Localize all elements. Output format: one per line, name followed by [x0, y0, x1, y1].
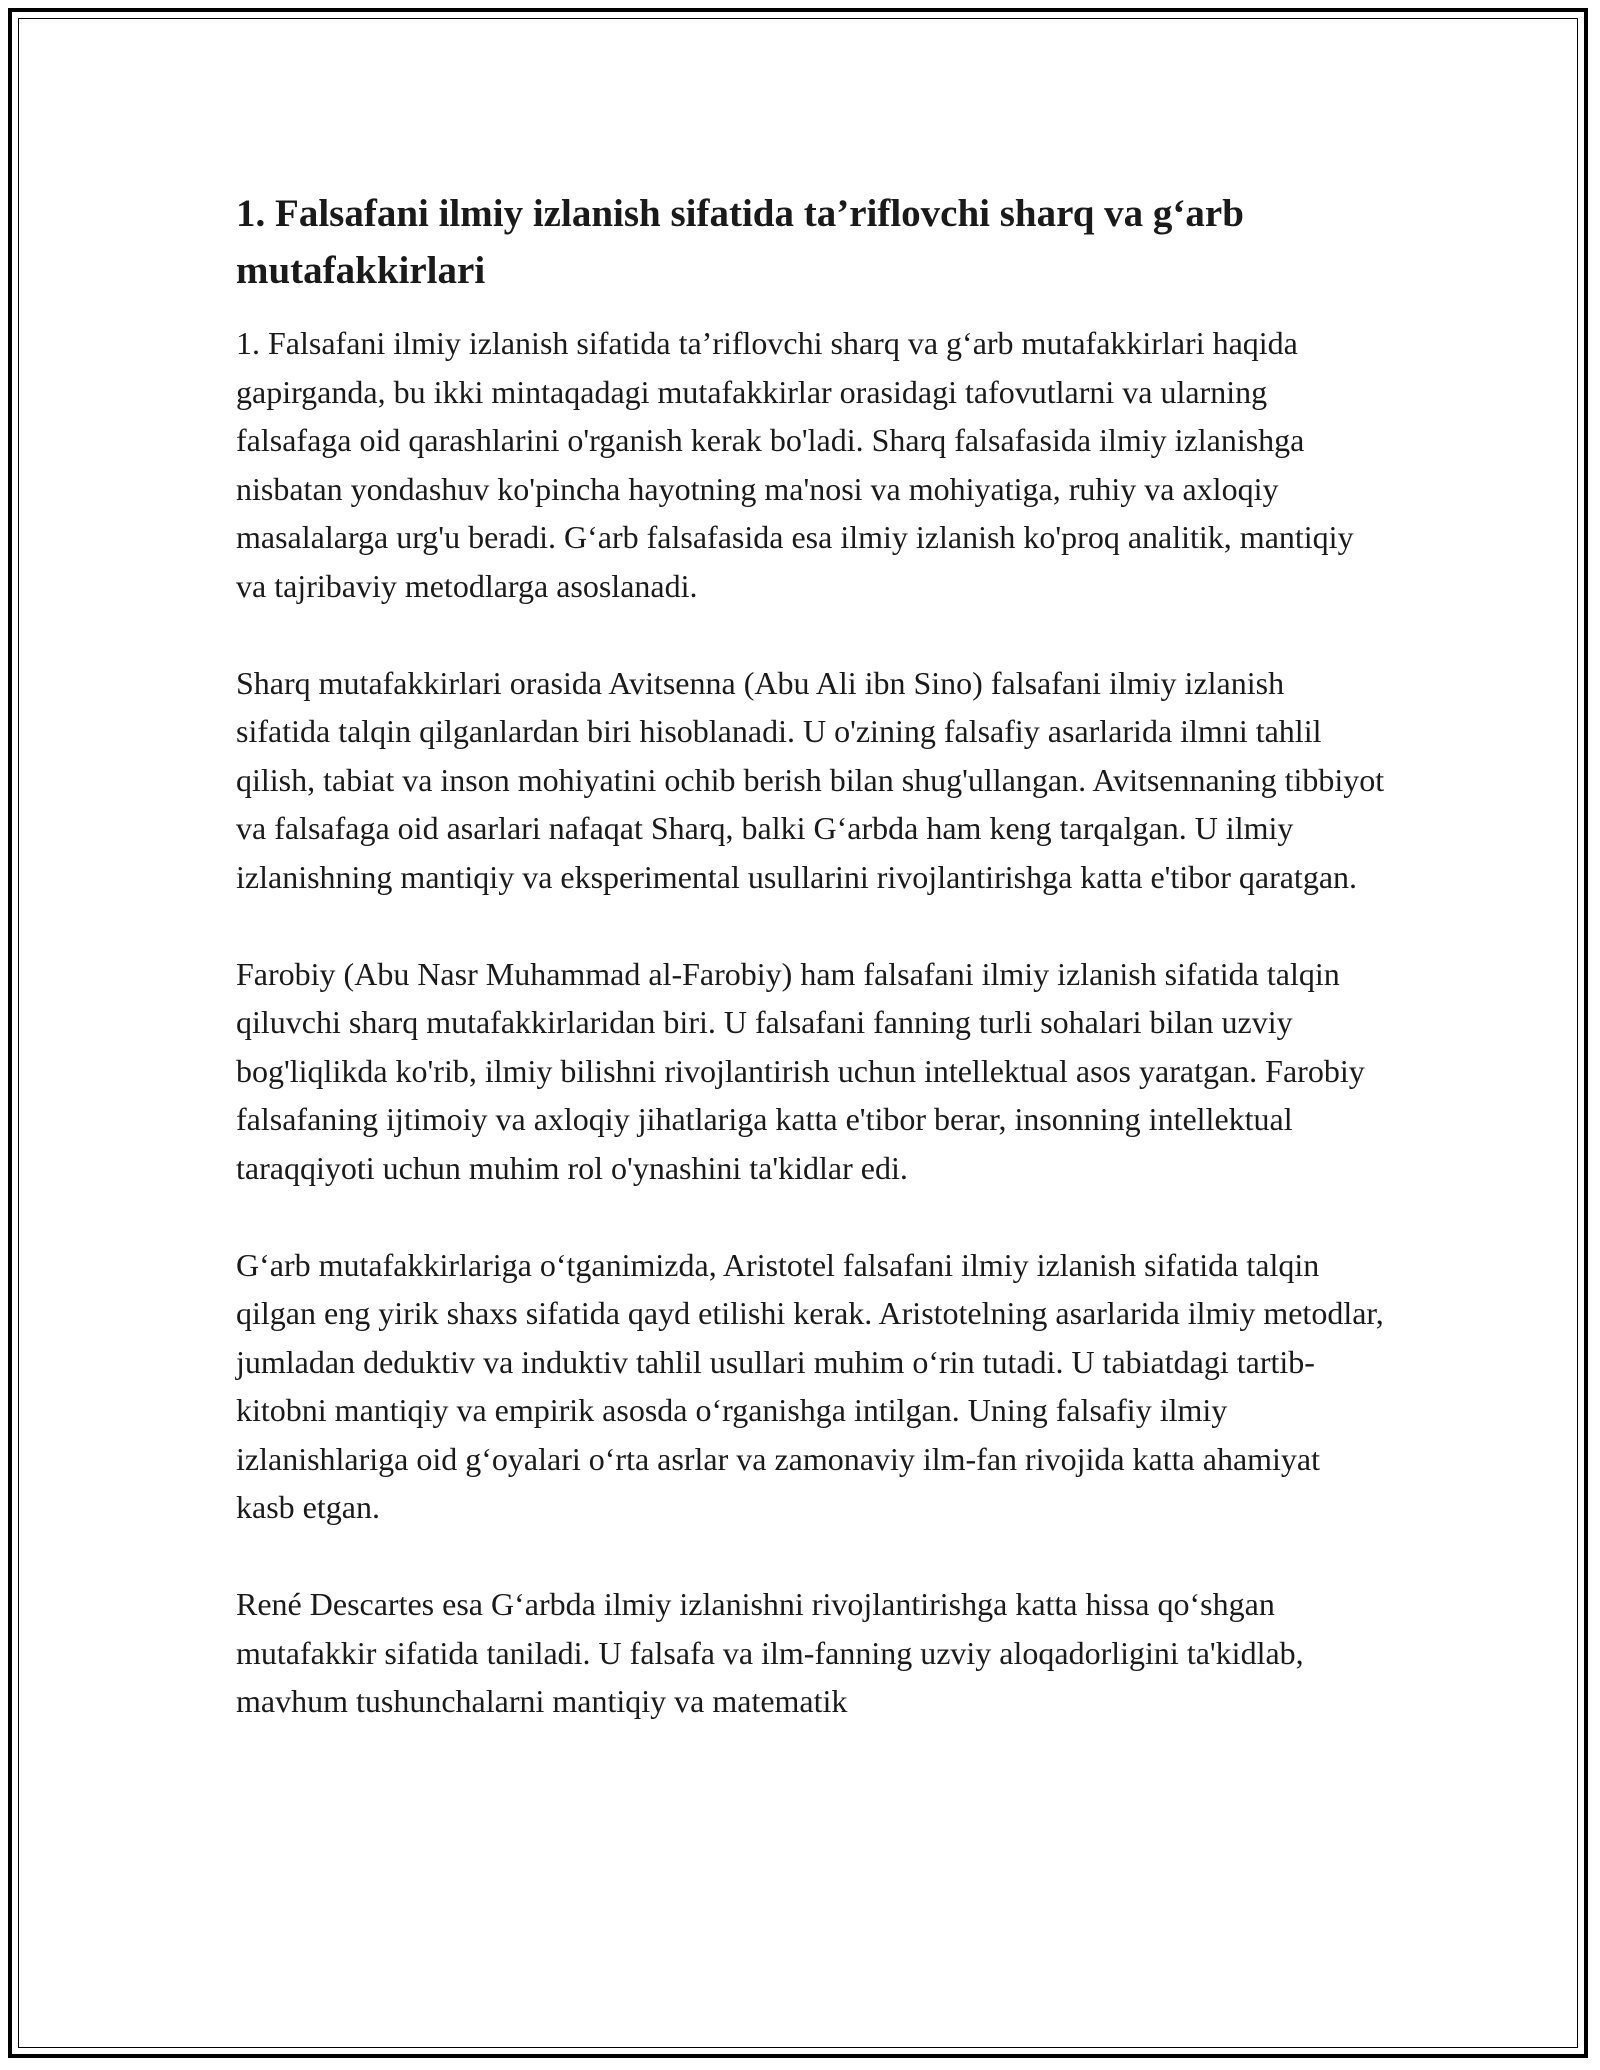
document-body	[236, 185, 1386, 1774]
paragraph-intro: 1. Falsafani ilmiy izlanish sifatida ta’riflovchi sharq va g‘arb mutafakkirlari haqida gapirganda, bu ikki mintaqadagi mutafakkirlar orasidagi tafovutlarni va ularning falsafaga oid qarashlarini o'rganish kerak bo'ladi. Sharq falsafasida ilmiy izlanishga nisbatan yondashuv ko'pincha hayotning ma'nosi va mohiyatiga, ruhiy va axloqiy masalalarga urg'u beradi. G‘arb falsafasida esa ilmiy izlanish ko'proq analitik, mantiqiy va tajribaviy metodlarga asoslanadi.	[236, 325, 1354, 604]
paragraph-farobiy: Farobiy (Abu Nasr Muhammad al-Farobiy) ham falsafani ilmiy izlanish sifatida talqin qiluvchi sharq mutafakkirlaridan biri. U falsafani fanning turli sohalari bilan uzviy bog'liqlikda ko'rib, ilmiy bilishni rivojlantirish uchun intellektual asos yaratgan. Farobiy falsafaning ijtimoiy va axloqiy jihatlariga katta e'tibor berar, insonning intellektual taraqqiyoti uchun muhim rol o'ynashini ta'kidlar edi.	[236, 955, 1365, 1186]
document-title: 1. Falsafani ilmiy izlanish sifatida ta’riflovchi sharq va g‘arb mutafakkirlari	[236, 192, 1244, 292]
paragraph-avitsenna: Sharq mutafakkirlari orasida Avitsenna (Abu Ali ibn Sino) falsafani ilmiy izlanish sifatida talqin qilganlardan biri hisoblanadi. U o'zining falsafiy asarlarida ilmni tahlil qilish, tabiat va inson mohiyatini ochib berish bilan shug'ullangan. Avitsennaning tibbiyot va falsafaga oid asarlari nafaqat Sharq, balki G‘arbda ham keng tarqalgan. U ilmiy izlanishning mantiqiy va eksperimental usullarini rivojlantirishga katta e'tibor qaratgan.	[236, 664, 1385, 895]
paragraph-descartes: René Descartes esa G‘arbda ilmiy izlanishni rivojlantirishga katta hissa qo‘shgan mutafakkir sifatida taniladi. U falsafa va ilm-fanning uzviy aloqadorligini ta'kidlab, mavhum tushunchalarni mantiqiy va matematik	[236, 1586, 1304, 1719]
paragraph-aristotel: G‘arb mutafakkirlariga o‘tganimizda, Aristotel falsafani ilmiy izlanish sifatida talqin qilgan eng yirik shaxs sifatida qayd etilishi kerak. Aristotelning asarlarida ilmiy metodlar, jumladan deduktiv va induktiv tahlil usullari muhim o‘rin tutadi. U tabiatdagi tartib-kitobni mantiqiy va empirik asosda o‘rganishga intilgan. Uning falsafiy ilmiy izlanishlariga oid g‘oyalari o‘rta asrlar va zamonaviy ilm-fan rivojida katta ahamiyat kasb etgan.	[236, 1246, 1384, 1525]
